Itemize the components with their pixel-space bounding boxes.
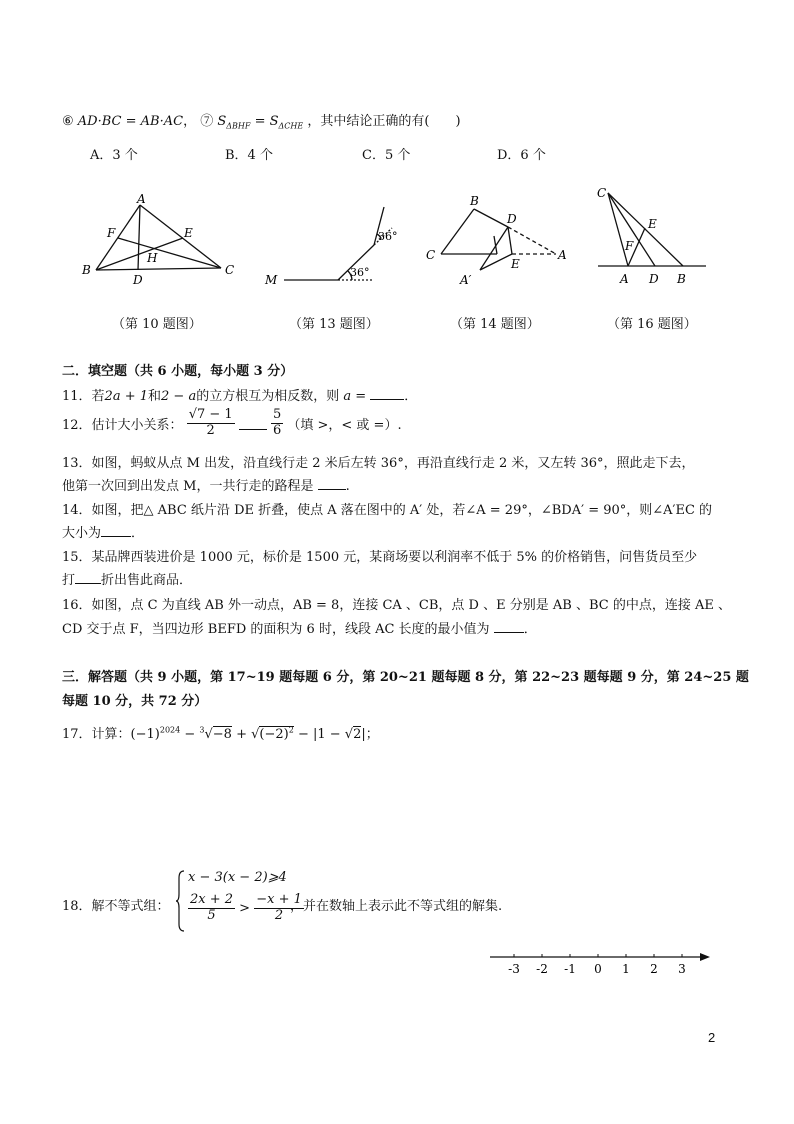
q15-text-pre: 打 xyxy=(62,573,76,588)
f16-label-e: E xyxy=(648,217,657,231)
q17-plus: + xyxy=(231,727,252,742)
q18-inequality-2 xyxy=(188,893,304,924)
q16-answer-blank[interactable] xyxy=(494,620,524,633)
q17-term-1: (−1) xyxy=(130,727,160,742)
question-14-line2 xyxy=(62,522,144,541)
q18-inequality-1: x − 3(x − 2)⩾4 xyxy=(188,870,287,885)
f10-label-b: B xyxy=(82,263,91,277)
figures-row xyxy=(0,180,794,305)
caption-fig13: （第 13 题图） xyxy=(289,317,379,332)
number-line-tick-label: -2 xyxy=(536,962,548,976)
q11-expr-2: 2 − a xyxy=(161,389,197,404)
q17-radicand-3: 2 xyxy=(353,727,362,742)
q14-answer-blank[interactable] xyxy=(101,524,131,537)
q15-text-post: 折出售此商品． xyxy=(101,573,193,588)
f10-label-a: A xyxy=(137,192,146,206)
q18-greater-than: > xyxy=(239,900,251,916)
f10-label-d: D xyxy=(133,273,143,287)
q10-conclusions-line: ⑥ AD·BC = AB·AC， ⑦ $S_{\Delta BHF} = S_{\Delta CHE}$ ，其中结论正确的有( ) xyxy=(62,114,461,131)
f14-label-d: D xyxy=(507,212,517,226)
section2-heading: 二．填空题（共 6 小题，每小题 3 分） xyxy=(62,364,294,379)
f16-label-b: B xyxy=(677,272,686,286)
circled-seven: ⑦ xyxy=(200,114,214,129)
choice-a: A．3 个 xyxy=(90,148,138,163)
choice-b: B．4 个 xyxy=(225,148,273,163)
q11-answer-blank[interactable] xyxy=(370,387,404,400)
q17-radicand-2: (−2) xyxy=(259,727,289,742)
q12-f2-numerator: 5 xyxy=(272,407,282,422)
q17-abs-close: |； xyxy=(361,727,379,742)
number-line-tick-label: -1 xyxy=(564,962,576,976)
q18-instruction: ，并在数轴上表示此不等式组的解集. xyxy=(290,899,503,914)
q12-f1-numerator: √7 − 1 xyxy=(188,407,233,422)
q11-prefix: 11．若 xyxy=(62,389,105,404)
question-14-line1: 14．如图，把△ ABC 纸片沿 DE 折叠，使点 A 落在图中的 A′ 处，若∠A = 29°，∠BDA′ = 90°，则∠A′EC 的 xyxy=(62,503,713,518)
area-subscript-2: ΔCHE xyxy=(278,121,304,131)
square-root-icon: √ xyxy=(344,727,354,742)
number-line-tick-label: 3 xyxy=(678,962,686,976)
f10-label-h: H xyxy=(147,251,158,265)
q12-fraction-1 xyxy=(187,408,235,439)
q16-end: ． xyxy=(523,622,537,637)
q17-minus: − xyxy=(180,727,200,742)
question-17 xyxy=(62,723,379,742)
question-13-line2 xyxy=(62,475,350,494)
question-13-line1: 13．如图，蚂蚁从点 M 出发，沿直线行走 2 米后左转 36°，再沿直线行走 2 米，又左转 36°，照此走下去， xyxy=(62,456,695,471)
q11-text: 的立方根互为相反数，则 xyxy=(196,389,340,404)
number-line-tick-label: 0 xyxy=(594,962,602,976)
f16-label-d: D xyxy=(649,272,659,286)
choice-c: C．5 个 xyxy=(362,148,411,163)
f16-label-a: A xyxy=(620,272,629,286)
q11-end: ． xyxy=(404,389,418,404)
q17-root-index: 3 xyxy=(199,725,205,735)
question-18-prefix: 18．解不等式组： xyxy=(62,899,170,914)
q13-text: 他第一次回到出发点 M，一共行走的路程是 xyxy=(62,479,314,494)
question-16-line1: 16．如图，点 C 为直线 AB 外一动点，AB = 8，连接 CA 、CB，点 D 、E 分别是 AB 、BC 的中点，连接 AE 、 xyxy=(62,598,731,613)
number-line-tick-label: 2 xyxy=(650,962,658,976)
cube-root-icon: √ xyxy=(204,727,213,742)
question-15-line1: 15．某品牌西装进价是 1000 元，标价是 1500 元，某商场要以利润率不低于 5% 的价格销售，问售货员至少 xyxy=(62,550,698,565)
q14-text: 大小为 xyxy=(62,526,102,541)
f14-label-e: E xyxy=(511,257,520,271)
section3-heading-line1: 三．解答题（共 9 小题，第 17~19 题每题 6 分，第 20~21 题每题 8 分，第 22~23 题每题 9 分，第 24~25 题 xyxy=(62,670,749,685)
q17-exponent: 2024 xyxy=(159,725,181,735)
question-16-line2 xyxy=(62,618,537,637)
f14-label-c: C xyxy=(426,248,436,262)
question-12 xyxy=(62,408,402,439)
q13-answer-blank[interactable] xyxy=(318,477,346,490)
q17-radicand-1: −8 xyxy=(212,727,232,742)
question-15-line2 xyxy=(62,569,192,588)
f10-label-f: F xyxy=(107,226,116,240)
f10-label-c: C xyxy=(225,263,235,277)
page-number: 2 xyxy=(708,1030,716,1045)
q17-exponent-2: 2 xyxy=(288,725,294,735)
q11-and: 和 xyxy=(148,389,162,404)
f16-label-f: F xyxy=(625,239,634,253)
q13-end: . xyxy=(345,479,350,494)
q11-variable: a = xyxy=(343,389,367,404)
area-equals: = S xyxy=(250,114,279,129)
q16-text: CD 交于点 F，当四边形 BEFD 的面积为 6 时，线段 AC 长度的最小值为 xyxy=(62,622,490,637)
q10-question-tail: ，其中结论正确的有( ) xyxy=(307,114,461,129)
caption-fig14: （第 14 题图） xyxy=(450,317,540,332)
q18-f1-denominator: 5 xyxy=(207,907,216,923)
q12-answer-blank[interactable] xyxy=(239,417,267,430)
f13-angle-1: 36° xyxy=(350,266,370,279)
q12-instruction: （填 >，< 或 =）. xyxy=(287,417,402,433)
section3-heading-line2: 每题 10 分，共 72 分） xyxy=(62,694,208,709)
q18-f1-numerator: 2x + 2 xyxy=(190,892,234,907)
f14-label-a-prime: A′ xyxy=(460,273,472,287)
q12-f2-denominator: 6 xyxy=(272,422,282,438)
circled-six: ⑥ xyxy=(62,114,74,129)
q12-f1-denominator: 2 xyxy=(206,422,215,438)
left-brace-icon xyxy=(176,870,186,932)
area-subscript-1: ΔBHF xyxy=(226,121,251,131)
q15-answer-blank[interactable] xyxy=(75,571,101,584)
f13-label-m: M xyxy=(265,273,278,287)
choice-d: D．6 个 xyxy=(497,148,546,163)
number-line-tick-label: -3 xyxy=(508,962,520,976)
q12-fraction-2 xyxy=(271,408,283,439)
conclusion-6: AD·BC = AB·AC xyxy=(77,114,184,129)
number-line[interactable] xyxy=(480,945,715,980)
number-line-tick-label: 1 xyxy=(622,962,630,976)
q17-abs-open: − |1 − xyxy=(293,727,345,742)
q18-f2-denominator: 2 xyxy=(274,907,284,923)
figure-14-diagram xyxy=(441,209,556,270)
square-root-icon: √ xyxy=(251,727,260,742)
area-symbol: S xyxy=(217,114,227,129)
f10-label-e: E xyxy=(184,226,193,240)
question-11 xyxy=(62,385,417,404)
caption-fig10: （第 10 题图） xyxy=(112,317,202,332)
q18-fraction-1 xyxy=(188,893,235,924)
q11-expr-1: 2a + 1 xyxy=(104,389,148,404)
q12-prefix: 12．估计大小关系： xyxy=(62,417,183,433)
q14-end: ． xyxy=(131,526,145,541)
f14-label-a: A xyxy=(558,248,567,262)
f16-label-c: C xyxy=(597,186,607,200)
f13-angle-2: 36° xyxy=(378,230,398,243)
arrow-right-icon xyxy=(700,953,710,961)
figure-13-diagram xyxy=(284,207,392,280)
q18-f2-numerator: −x + 1 xyxy=(256,892,302,907)
f14-label-b: B xyxy=(470,194,479,208)
q17-prefix: 17．计算： xyxy=(62,727,131,742)
caption-fig16: （第 16 题图） xyxy=(607,317,697,332)
